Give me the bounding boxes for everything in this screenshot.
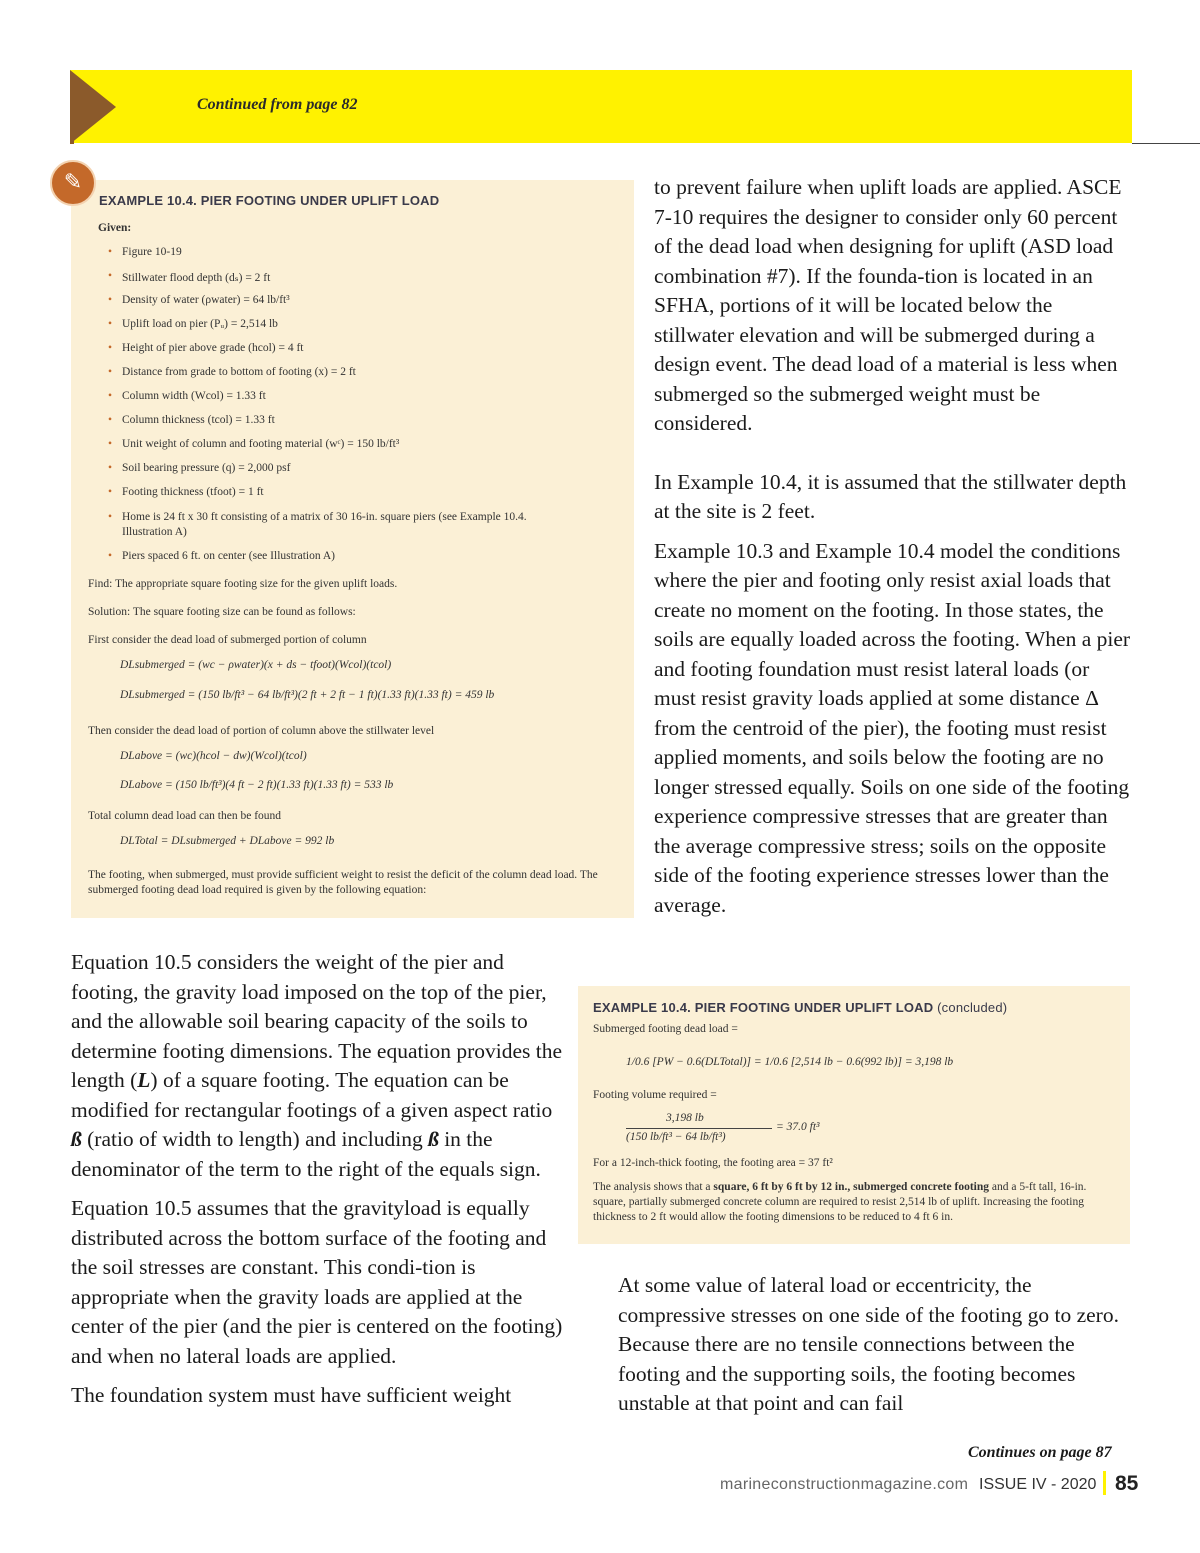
equation-2-denominator: (150 lb/ft³ − 64 lb/ft³) — [626, 1131, 726, 1143]
bullet-icon: • — [108, 438, 113, 450]
bullet-icon: • — [108, 414, 113, 426]
given-item: Soil bearing pressure (q) = 2,000 psf — [122, 462, 291, 474]
beta-symbol: ß — [428, 1127, 439, 1151]
right-column-bottom — [618, 1271, 1126, 1419]
clipboard-icon: ✎ — [50, 160, 96, 206]
paragraph: Example 10.3 and Example 10.4 model the conditions where the pier and footing only resist axial loads that create no moment on the footing. In those states, the soils are equally loaded across the footing. When a pier and footing foundation must resist lateral loads (or must resist gravity loads applied at some distance Δ from the centroid of the pier), the footing must resist applied moments, and soils below the footing are no longer stressed equally. Soils on one side of the footing experience compressive stresses that are greater than the average compressive stress; soils on the opposite side of the footing experience stresses lower than the average. — [654, 538, 1131, 917]
text-run: in the denominator of the term to the right of the equals sign. — [71, 1127, 541, 1181]
given-label: Given: — [98, 222, 132, 234]
given-item: Distance from grade to bottom of footing (x) = 2 ft — [122, 366, 356, 378]
right-column-top — [654, 173, 1132, 920]
analysis-paragraph — [593, 1180, 1119, 1225]
footer-divider — [1103, 1471, 1106, 1495]
footer-issue: ISSUE IV - 2020 — [979, 1476, 1097, 1493]
banner-arrow-icon — [70, 70, 116, 144]
bullet-icon: • — [108, 511, 113, 523]
footer-site: marineconstructionmagazine.com — [720, 1476, 969, 1493]
line-1: Submerged footing dead load = — [593, 1023, 738, 1035]
text-run: ) of a square footing. The equation can be modified for rectangular footings of a given aspect ratio — [71, 1068, 553, 1122]
step-1: First consider the dead load of submerged portion of column — [88, 634, 367, 646]
step-3: Total column dead load can then be found — [88, 810, 282, 822]
given-item: Unit weight of column and footing material (wᶜ) = 150 lb/ft³ — [122, 438, 400, 450]
paragraph — [71, 948, 563, 1184]
given-item: Column thickness (tcol) = 1.33 ft — [122, 414, 275, 426]
given-item: Column width (Wcol) = 1.33 ft — [122, 390, 266, 402]
paragraph: Equation 10.5 assumes that the gravityload is equally distributed across the bottom surface of the footing and the soil stresses are constant. This condi-tion is appropriate when the gravity loads are applied at the center of the pier (and the pier is centered on the footing) and when no lateral loads are applied. — [71, 1196, 563, 1368]
given-item: Home is 24 ft x 30 ft consisting of a matrix of 30 16-in. square piers (see Example 10.4. — [122, 511, 527, 523]
bullet-icon: • — [108, 318, 113, 330]
left-column-bottom — [71, 948, 563, 1411]
paragraph: The foundation system must have sufficient weight — [71, 1383, 512, 1407]
paragraph: In Example 10.4, it is assumed that the stillwater depth at the site is 2 feet. — [654, 469, 1127, 523]
equation-1: 1/0.6 [PW − 0.6(DLTotal)] = 1/0.6 [2,514 lb − 0.6(992 lb)] = 3,198 lb — [626, 1056, 954, 1068]
header-rule — [1132, 143, 1200, 144]
given-item: Stillwater flood depth (dₛ) = 2 ft — [122, 272, 271, 284]
example-title — [593, 1000, 1007, 1015]
bullet-icon: • — [108, 246, 113, 258]
text-run: The analysis shows that a — [593, 1181, 714, 1193]
paragraph: to prevent failure when uplift loads are applied. ASCE 7-10 requires the designer to consider only 60 percent of the dead load when designing for uplift (ASD load combination #7). If the founda-tion is located in an SFHA, portions of it will be located below the stillwater elevation and will be submerged during a design event. The dead load of a material is less when submerged so the submerged weight must be considered. — [654, 175, 1122, 435]
bullet-icon: • — [108, 390, 113, 402]
equation-2: DLsubmerged = (150 lb/ft³ − 64 lb/ft³)(2 ft + 2 ft − 1 ft)(1.33 ft)(1.33 ft) = 459 lb — [120, 689, 495, 701]
equation-4: DLabove = (150 lb/ft³)(4 ft − 2 ft)(1.33 ft)(1.33 ft) = 533 lb — [120, 779, 394, 791]
equation-2-result: = 37.0 ft³ — [776, 1121, 820, 1133]
paragraph: At some value of lateral load or eccentricity, the compressive stresses on one side of the footing go to zero. Because there are no tensile connections between the footing and the supporting soils, the footing becomes unstable at that point and can fail — [618, 1273, 1119, 1415]
example-box-1 — [71, 180, 634, 918]
bullet-icon: • — [108, 294, 113, 306]
given-item-cont: Illustration A) — [122, 526, 187, 538]
line-3: For a 12-inch-thick footing, the footing area = 37 ft² — [593, 1157, 833, 1169]
bullet-icon: • — [108, 366, 113, 378]
example-title: EXAMPLE 10.4. PIER FOOTING UNDER UPLIFT LOAD — [99, 193, 440, 208]
title-text: EXAMPLE 10.4. PIER FOOTING UNDER UPLIFT LOAD — [593, 1000, 934, 1015]
given-item: Footing thickness (tfoot) = 1 ft — [122, 486, 264, 498]
banner-stem — [70, 107, 74, 144]
beta-symbol: ß — [71, 1127, 82, 1151]
text-run-bold: square, 6 ft by 6 ft by 12 in., submerged concrete footing — [713, 1181, 989, 1193]
equation-3: DLabove = (wc)(hcol − dw)(Wcol)(tcol) — [120, 750, 307, 762]
example-box-2 — [578, 986, 1130, 1244]
continues-label: Continues on page 87 — [968, 1444, 1112, 1461]
title-suffix: (concluded) — [937, 1000, 1008, 1015]
closing-paragraph: The footing, when submerged, must provide sufficient weight to resist the deficit of the column dead load. The submerged footing dead load required is given by the following equation: — [88, 869, 598, 896]
bullet-icon: • — [108, 462, 113, 474]
line-2: Footing volume required = — [593, 1089, 717, 1101]
bullet-icon: • — [108, 486, 113, 498]
step-2: Then consider the dead load of portion of column above the stillwater level — [88, 725, 435, 737]
fraction-bar — [626, 1128, 772, 1129]
length-symbol: L — [137, 1068, 151, 1092]
find-line: Find: The appropriate square footing size for the given uplift loads. — [88, 578, 398, 590]
text-run: and a 5-ft tall, 16-in. square, partially submerged concrete column are required to resist 2,514 lb of uplift. Increasing the footing thickness to 2 ft would allow the footing dimensions to be reduced to 4 ft 6 in. — [593, 1181, 1087, 1223]
given-item: Height of pier above grade (hcol) = 4 ft — [122, 342, 304, 354]
given-item: Uplift load on pier (Pᵤ) = 2,514 lb — [122, 318, 278, 330]
continued-from-label: Continued from page 82 — [197, 96, 358, 113]
equation-2-numerator: 3,198 lb — [666, 1112, 704, 1124]
given-item: Figure 10-19 — [122, 246, 182, 258]
solution-line: Solution: The square footing size can be found as follows: — [88, 606, 356, 618]
bullet-icon: • — [108, 270, 113, 282]
given-item: Piers spaced 6 ft. on center (see Illustration A) — [122, 550, 336, 562]
bullet-icon: • — [108, 550, 113, 562]
page-number: 85 — [1115, 1472, 1139, 1495]
equation-1: DLsubmerged = (wc − ρwater)(x + ds − tfoot)(Wcol)(tcol) — [120, 659, 392, 671]
equation-5: DLTotal = DLsubmerged + DLabove = 992 lb — [120, 835, 335, 847]
given-item: Density of water (ρwater) = 64 lb/ft³ — [122, 294, 290, 306]
text-run: Equation 10.5 considers the weight of the pier and footing, the gravity load imposed on the top of the pier, and the allowable soil bearing capacity of the soils to determine footing dimensions. The equation provides the length ( — [71, 950, 563, 1092]
text-run: (ratio of width to length) and including — [81, 1127, 429, 1151]
bullet-icon: • — [108, 342, 113, 354]
